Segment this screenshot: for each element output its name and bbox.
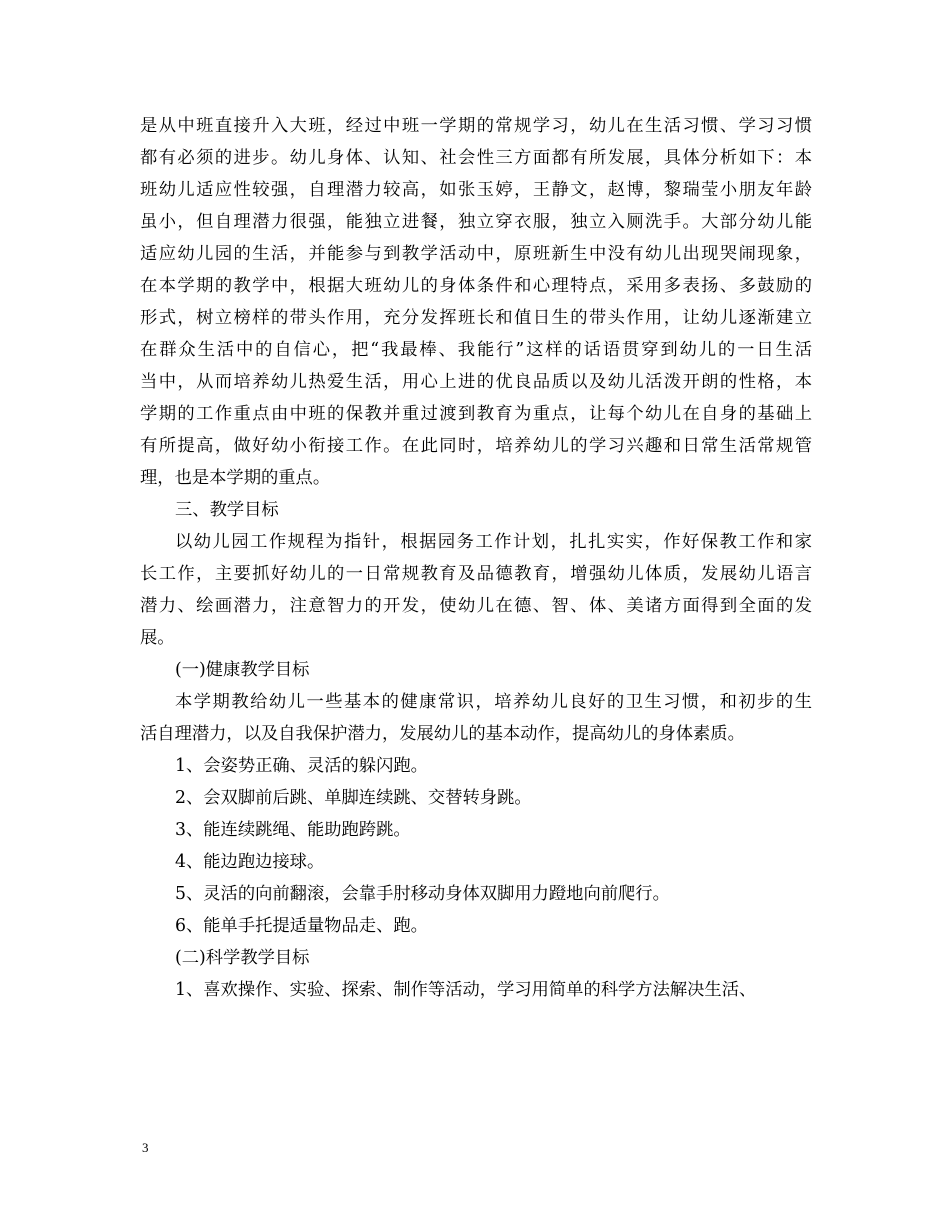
section-heading-teaching-goals: 三、教学目标 — [175, 500, 279, 520]
text-line: 展。 — [140, 628, 175, 648]
list-item: 5、灵活的向前翻滚，会靠手肘移动身体双脚用力蹬地向前爬行。 — [175, 884, 670, 904]
list-item: 2、会双脚前后跳、单脚连续跳、交替转身跳。 — [175, 788, 532, 808]
text-line: 长工作，主要抓好幼儿的一日常规教育及品德教育，增强幼儿体质，发展幼儿语言 — [140, 564, 812, 584]
paragraph-health-goals — [140, 686, 812, 750]
subheading-health-goals: (一)健康教学目标 — [175, 660, 310, 680]
list-item: 1、会姿势正确、灵活的躲闪跑。 — [175, 756, 428, 776]
subheading-science-goals: (二)科学教学目标 — [175, 948, 310, 968]
text-line: 活自理潜力，以及自我保护潜力，发展幼儿的基本动作，提高幼儿的身体素质。 — [140, 724, 745, 744]
list-item: 3、能连续跳绳、能助跑跨跳。 — [175, 820, 411, 840]
text-line: 当中，从而培养幼儿热爱生活，用心上进的优良品质以及幼儿活泼开朗的性格，本 — [140, 372, 812, 392]
list-item: 6、能单手托提适量物品走、跑。 — [175, 916, 428, 936]
text-line: 理，也是本学期的重点。 — [140, 468, 331, 488]
text-line: 在本学期的教学中，根据大班幼儿的身体条件和心理特点，采用多表扬、多鼓励的 — [140, 276, 812, 296]
text-line: 适应幼儿园的生活，并能参与到教学活动中，原班新生中没有幼儿出现哭闹现象， — [140, 244, 812, 264]
page-number: 3 — [142, 1140, 149, 1155]
list-item: 4、能边跑边接球。 — [175, 852, 325, 872]
text-line: 本学期教给幼儿一些基本的健康常识，培养幼儿良好的卫生习惯，和初步的生 — [175, 692, 812, 712]
paragraph-class-analysis — [140, 110, 812, 494]
text-line: 以幼儿园工作规程为指针，根据园务工作计划，扎扎实实，作好保教工作和家 — [175, 532, 812, 552]
text-line: 学期的工作重点由中班的保教并重过渡到教育为重点，让每个幼儿在自身的基础上 — [140, 404, 812, 424]
text-line: 在群众生活中的自信心，把“我最棒、我能行”这样的话语贯穿到幼儿的一日生活 — [140, 340, 812, 360]
text-line: 班幼儿适应性较强，自理潜力较高，如张玉婷，王静文，赵博，黎瑞莹小朋友年龄 — [140, 180, 812, 200]
paragraph-teaching-goals — [140, 526, 812, 654]
text-line: 潜力、绘画潜力，注意智力的开发，使幼儿在德、智、体、美诸方面得到全面的发 — [140, 596, 812, 616]
text-line: 都有必须的进步。幼儿身体、认知、社会性三方面都有所发展，具体分析如下：本 — [140, 148, 812, 168]
text-line: 虽小，但自理潜力很强，能独立进餐，独立穿衣服，独立入厕洗手。大部分幼儿能 — [140, 212, 812, 232]
list-item: 1、喜欢操作、实验、探索、制作等活动，学习用简单的科学方法解决生活、 — [175, 980, 757, 1000]
text-line: 形式，树立榜样的带头作用，充分发挥班长和值日生的带头作用，让幼儿逐渐建立 — [140, 308, 812, 328]
text-line: 是从中班直接升入大班，经过中班一学期的常规学习，幼儿在生活习惯、学习习惯 — [140, 116, 812, 136]
text-line: 有所提高，做好幼小衔接工作。在此同时，培养幼儿的学习兴趣和日常生活常规管 — [140, 436, 812, 456]
document-body — [140, 110, 812, 1006]
